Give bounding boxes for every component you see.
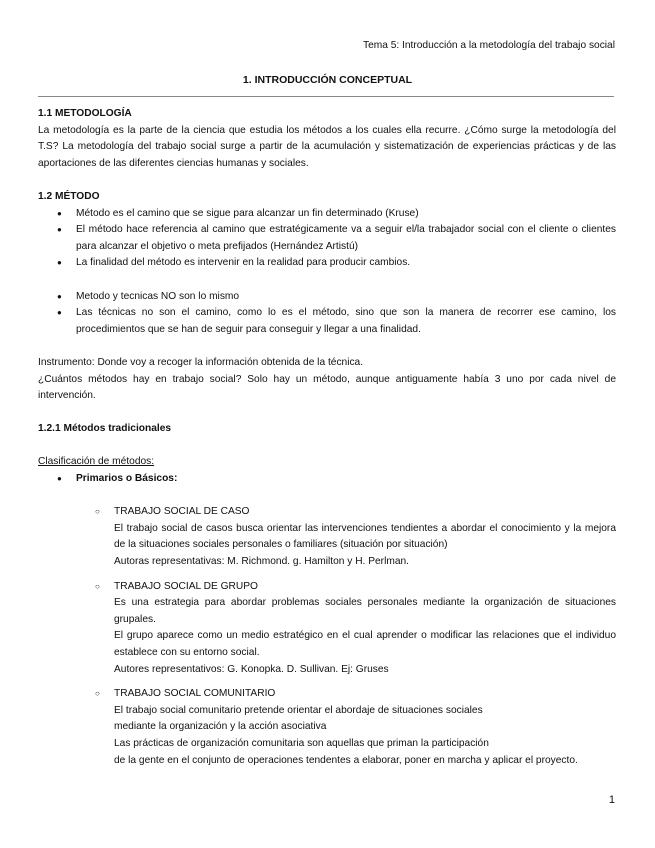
sub-item-text: Autoras representativas: M. Richmond. g. Hamilton y H. Perlman.	[114, 556, 409, 568]
document-body	[38, 106, 616, 769]
hollow-circle-bullet-icon: ○	[95, 507, 100, 517]
page-title: 1. INTRODUCCIÓN CONCEPTUAL	[242, 74, 413, 86]
metodo-bullet-list	[38, 206, 616, 272]
sub-item-title: TRABAJO SOCIAL COMUNITARIO	[114, 688, 276, 700]
sub-item-title: TRABAJO SOCIAL DE GRUPO	[114, 580, 258, 592]
bullet-item: ● Metodo y tecnicas NO son lo mismo	[38, 289, 616, 306]
section-heading-metodo: 1.2 MÉTODO	[38, 190, 100, 202]
section-heading-metodos-tradicionales: 1.2.1 Métodos tradicionales	[38, 423, 172, 435]
sub-item-text: Las prácticas de organización comunitaria son aquellas que priman la participación	[114, 737, 489, 749]
bullet-item: ● Las técnicas no son el camino, como lo es el método, sino que son la manera de recorrer ese camino, los procedimientos que se han de seguir para conseguir y llegar a una finalidad.	[38, 305, 616, 338]
tecnicas-bullet-list	[38, 289, 616, 339]
sub-item-text: El trabajo social comunitario pretende orientar el abordaje de situaciones sociales	[114, 704, 483, 716]
bullet-item: ● Método es el camino que se sigue para alcanzar un fin determinado (Kruse)	[38, 206, 616, 223]
title-divider	[38, 96, 614, 97]
sub-item-caso	[95, 504, 616, 570]
sub-item-title: TRABAJO SOCIAL DE CASO	[114, 506, 250, 518]
cuantos-metodos-paragraph: ¿Cuántos métodos hay en trabajo social? Solo hay un método, aunque antiguamente había 3 uno por cada nivel de intervención.	[38, 373, 616, 402]
metodos-sublist	[38, 504, 616, 769]
sub-item-text: El grupo aparece como un medio estratégico en el cual aprender o modificar las relaciones que el individuo establece con su entorno social.	[114, 630, 616, 658]
sub-item-text: de la gente en el conjunto de operaciones tendentes a elaborar, poner en marcha y aplicar el proyecto.	[114, 754, 578, 766]
metodologia-paragraph: La metodología es la parte de la ciencia que estudia los métodos a los cuales ella recurre. ¿Cómo surge la metodología del T.S? La metodología del trabajo social surge a partir de la acumulación y sistematización de experiencias prácticas y de las aportaciones de las diferentes ciencias humanas y sociales.	[38, 124, 616, 169]
hollow-circle-bullet-icon: ○	[95, 581, 100, 591]
sub-item-text: Es una estrategia para abordar problemas sociales personales mediante la organización de situaciones grupales.	[114, 597, 616, 625]
clasificacion-label: Clasificación de métodos:	[38, 456, 155, 468]
page-number: 1	[608, 794, 615, 806]
bullet-item: ● La finalidad del método es intervenir en la realidad para producir cambios.	[38, 255, 616, 272]
sub-item-text: mediante la organización y la acción asociativa	[114, 721, 327, 733]
sub-item-text: Autores representativos: G. Konopka. D. Sullivan. Ej: Gruses	[114, 663, 389, 675]
page-header: Tema 5: Introducción a la metodología del trabajo social	[362, 40, 615, 51]
sub-item-text: El trabajo social de casos busca orientar las intervenciones tendientes a abordar el conocimiento y la mejora de la situaciones sociales personales o familiares (situación por situación)	[114, 522, 616, 551]
instrumento-paragraph: Instrumento: Donde voy a recoger la información obtenida de la técnica.	[38, 356, 364, 368]
primarios-list	[38, 471, 616, 488]
sub-item-grupo	[95, 579, 616, 679]
sub-item-comunitario	[95, 686, 616, 769]
bullet-item-primarios: ● Primarios o Básicos:	[38, 471, 616, 488]
hollow-circle-bullet-icon: ○	[95, 689, 100, 699]
section-heading-metodologia: 1.1 METODOLOGÍA	[38, 108, 132, 119]
bullet-item: ● El método hace referencia al camino que estratégicamente va a seguir el/la trabajador social con el cliente o clientes para alcanzar el objetivo o meta prefijados (Hernández Artistú)	[38, 222, 616, 255]
